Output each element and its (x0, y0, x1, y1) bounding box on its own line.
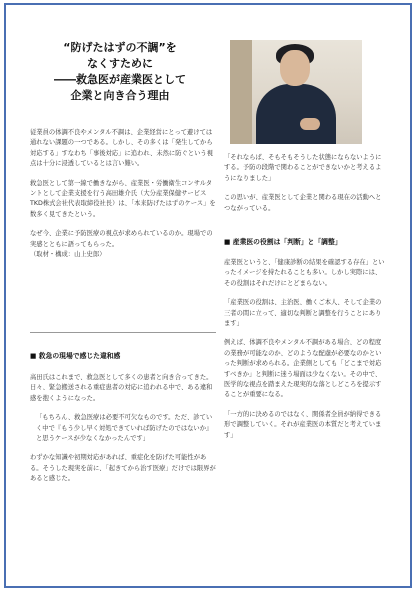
section-1-quote-1: 「もちろん、救急医療は必要不可欠なものです。ただ、診ていく中で『もう少し早く対処できていれば防げたのではないか』と思うケースが少なくなかったんです」 (36, 414, 213, 443)
divider (30, 332, 216, 333)
section-1-column (30, 373, 216, 494)
section-2-paragraph-2: 例えば、体調不良やメンタル不調がある場合、どの程度の業務が可能なのか、どのような配慮が必要なのかといった判断が求められる。企業側としても「どこまで対応すべきか」と判断に迷う場面は少なくない。その中で、医学的な視点を踏まえた現実的な落としどころを提示することが重要になる。 (224, 339, 382, 399)
title-line-3: ――救急医が産業医として (54, 73, 186, 86)
credit-line: （取材・構成：山上史郎） (30, 251, 106, 259)
section-2-paragraph-1: 産業医というと、「健康診断の結果を確認する存在」といったイメージを持たれることも多い。しかし実際には、その役割はそれだけにとどまらない。 (224, 259, 385, 287)
intro-paragraph-1: 従業員の体調不良やメンタル不調は、企業経営にとって避けては通れない課題の一つである。しかし、その多くは「発生してから対応する」すなわち「事後対応」に追われ、未然に防ぐという視点は十分に浸透しているとは言い難い。 (30, 129, 213, 168)
section-1-paragraph-2: わずかな知識や初期対応があれば、重症化を防げた可能性がある。そうした現実を前に、「起きてから治す医療」だけでは限界があると感じた。 (30, 454, 216, 483)
section-2-quote-2: 「一方的に決めるのではなく、関係者全員が納得できる形で調整していく。それが産業医の本質だと考えています」 (224, 410, 382, 439)
title-line-2: なくすために (87, 57, 153, 70)
title-line-1: “防げたはずの不調”を (63, 41, 177, 54)
title-line-4: 企業と向き合う理由 (70, 89, 170, 102)
section-2-quote-1: 「産業医の役割は、主治医、働くご本人、そして企業の三者の間に立って、適切な判断と調整を行うことにあります」 (224, 299, 382, 328)
intro-paragraph-3: なぜ今、企業に予防医療の視点が求められているのか。現場での実感とともに語ってもらった。 (30, 230, 213, 248)
right-paragraph-1: この思いが、産業医として企業と関わる現在の活動へとつながっている。 (224, 194, 382, 212)
section-heading-2: ■ 産業医の役割は「判断」と「調整」 (224, 238, 342, 246)
section-1-paragraph-1: 高田氏はこれまで、救急医として多くの患者と向き合ってきた。日々、緊急搬送される重症患者の対応に追われる中で、ある違和感を抱くようになった。 (30, 374, 213, 402)
intro-paragraph-2: 救急医として第一線で働きながら、産業医・労働衛生コンサルタントとして企業支援を行う高田雄介氏（大分産業保健サービスTKD株式会社代表取締役社長）は、「本来防げたはずのケース」を数多く見てきたという。 (30, 179, 216, 218)
section-heading-1: ■ 救急の現場で感じた違和感 (30, 352, 121, 360)
intro-column (30, 128, 216, 260)
article-title (30, 40, 210, 104)
right-column-top (224, 153, 386, 223)
right-quote-1: 「それならば、そもそもそうした状態にならないようにする。予防の段階で関わることができないかと考えるようになりました」 (224, 154, 382, 182)
section-2-column (224, 258, 386, 450)
doctor-portrait-photo (230, 40, 362, 144)
